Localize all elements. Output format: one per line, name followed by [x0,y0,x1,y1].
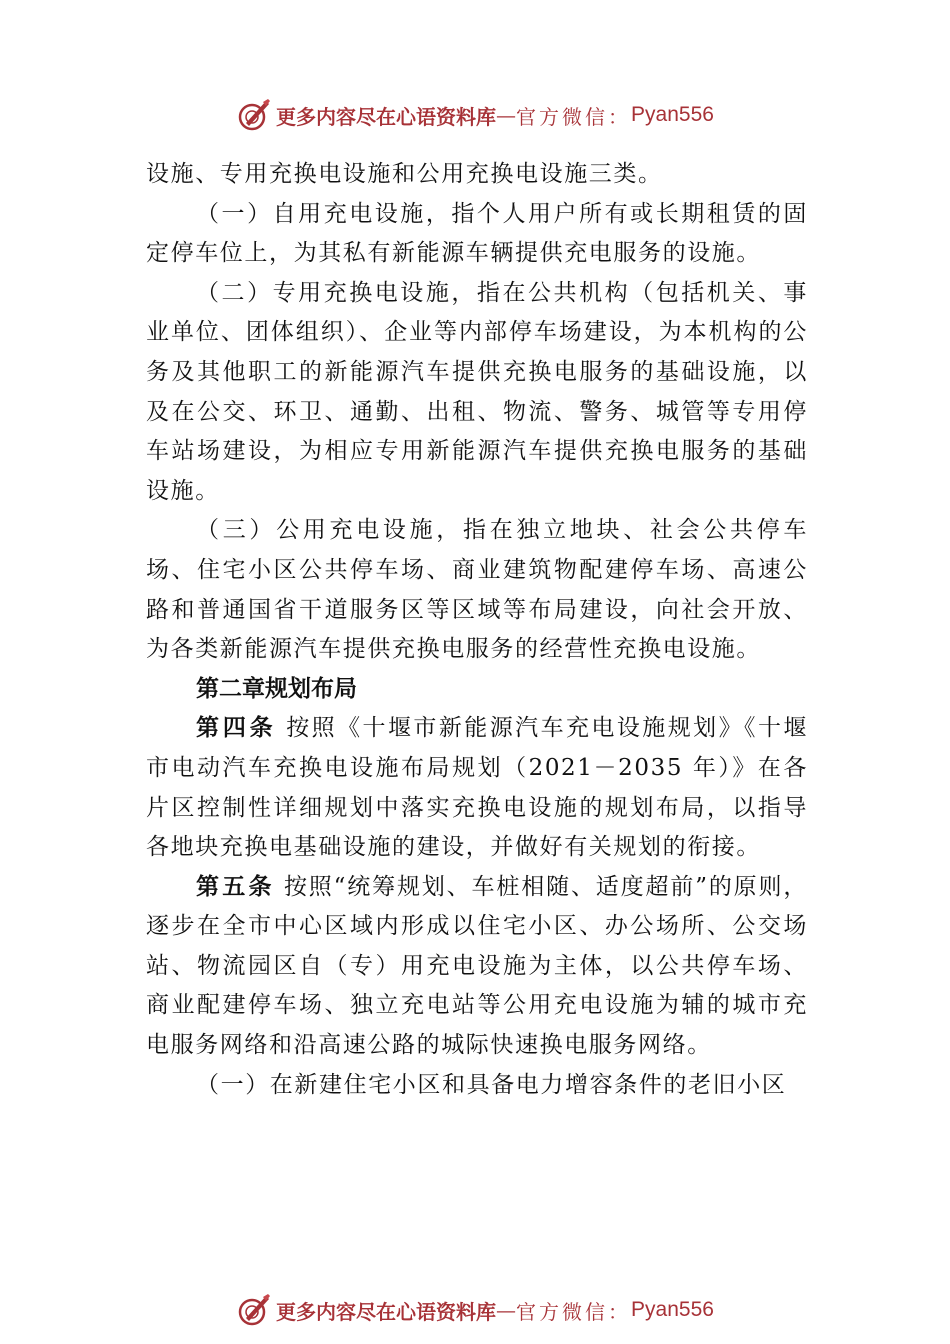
article-four-label: 第四条 [196,715,277,742]
article-five-text: 按照“统筹规划、车桩相随、适度超前”的原则，逐步在全市中心区域内形成以住宅小区、办公场所、公交场站、物流园区自（专）用充电设施为主体，以公共停车场、商业配建停车场、独立充电站等公用充电设施为辅的城市充电服务网络和沿高速公路的城际快速换电服务网络。 [146,873,808,1059]
watermark-dash: — [496,1298,517,1322]
footer-watermark [0,1290,950,1330]
paragraph-public-facilities: （三）公用充电设施，指在独立地块、社会公共停车场、住宅小区公共停车场、商业建筑物配建停车场、高速公路和普通国省干道服务区等区域等布局建设，向社会开放、为各类新能源汽车提供充换电服务的经营性充换电设施。 [146,517,808,663]
paragraph-continuation: 设施、专用充换电设施和公用充换电设施三类。 [146,161,663,187]
watermark-dash: — [496,103,517,127]
watermark-label: 官方微信： [516,104,632,129]
header-watermark [0,95,950,135]
watermark-brand: 更多内容尽在心语资料库 [276,104,497,129]
quill-logo-icon [236,97,272,133]
watermark-brand: 更多内容尽在心语资料库 [276,1299,497,1324]
quill-logo-icon [236,1292,272,1328]
article-five-label: 第五条 [196,873,275,900]
watermark-label: 官方微信： [516,1299,632,1324]
article-five [146,868,808,1066]
paragraph-residential-charging: （一）在新建住宅小区和具备电力增容条件的老旧小区 [196,1071,787,1098]
article-four [146,709,808,867]
chapter-heading: 第二章规划布局 [196,675,357,702]
document-body [146,155,808,1105]
watermark-id: Pyan556 [631,1298,714,1321]
article-four-text: 按照《十堰市新能源汽车充电设施规划》《十堰市电动汽车充换电设施布局规划（2021－2035 年）》在各片区控制性详细规划中落实充换电设施的规划布局，以指导各地块充换电基础设施的建设，并做好有关规划的衔接。 [146,715,808,861]
watermark-id: Pyan556 [631,103,714,126]
paragraph-self-use-facilities: （一）自用充电设施，指个人用户所有或长期租赁的固定停车位上，为其私有新能源车辆提供充电服务的设施。 [146,200,808,267]
paragraph-dedicated-facilities: （二）专用充换电设施，指在公共机构（包括机关、事业单位、团体组织）、企业等内部停车场建设，为本机构的公务及其他职工的新能源汽车提供充换电服务的基础设施，以及在公交、环卫、通勤、出租、物流、警务、城管等专用停车站场建设，为相应专用新能源汽车提供充换电服务的基础设施。 [146,279,808,504]
